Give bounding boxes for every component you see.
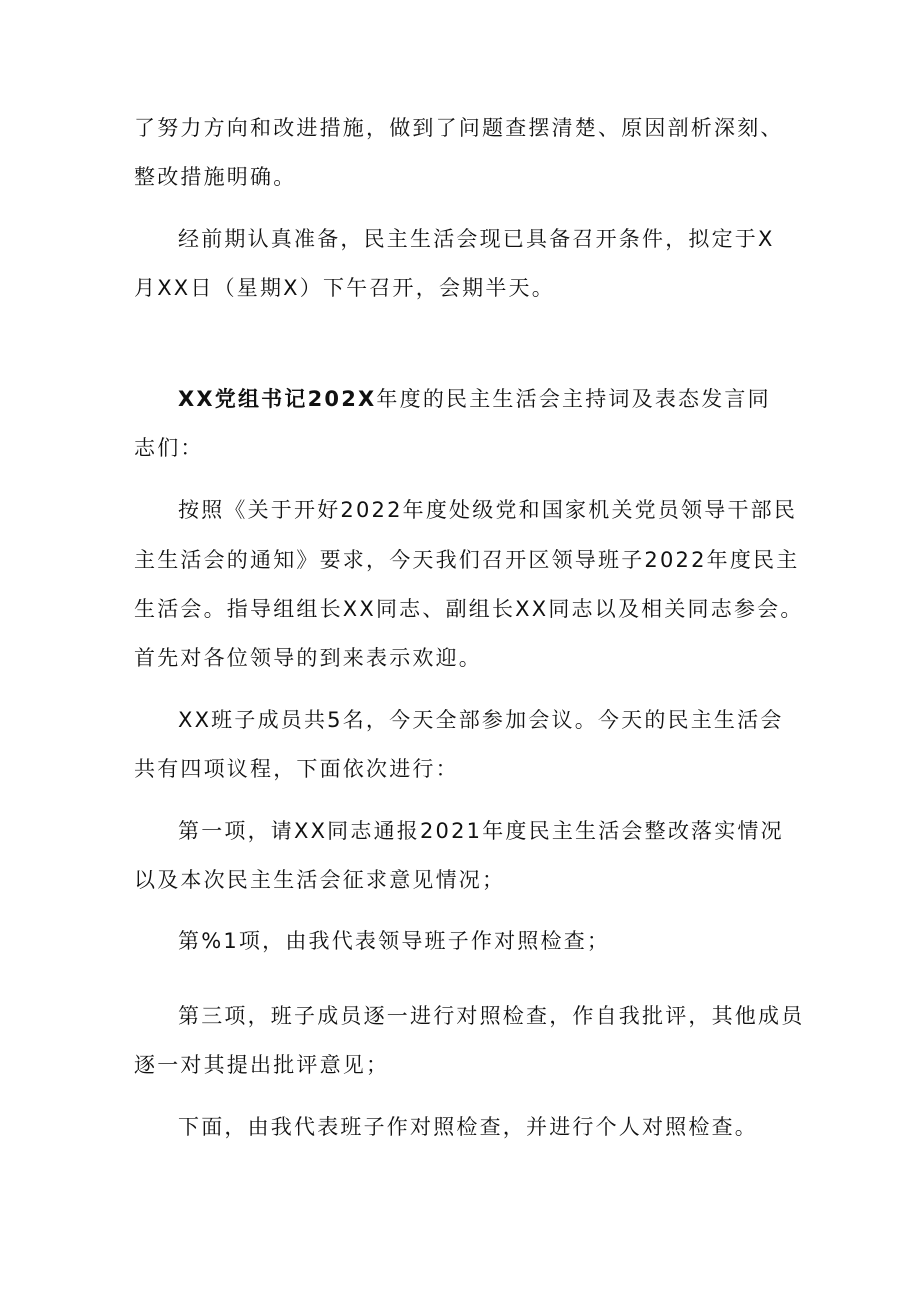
section-title-bold: XX党组书记202X: [178, 387, 377, 411]
salutation: 志们：: [134, 436, 204, 460]
paragraph-4-line-3: 生活会。指导组组长XX同志、副组长XX同志以及相关同志参会。: [134, 597, 804, 621]
paragraph-8-line-1: 第三项，班子成员逐一进行对照检查，作自我批评，其他成员: [178, 1004, 805, 1028]
paragraph-1-line-2: 整改措施明确。: [134, 165, 297, 189]
paragraph-4-line-4: 首先对各位领导的到来表示欢迎。: [134, 646, 482, 670]
paragraph-4-line-1: 按照《关于开好2022年度处级党和国家机关党员领导干部民: [178, 498, 798, 522]
paragraph-1-line-1: 了努力方向和改进措施，做到了问题查摆清楚、原因剖析深刻、: [134, 116, 784, 140]
paragraph-2-line-2: 月XX日（星期X）下午召开，会期半天。: [134, 276, 555, 300]
paragraph-8-line-2: 逐一对其提出批评意见；: [134, 1053, 390, 1077]
section-title-rest: 年度的民主生活会主持词及表态发言同: [376, 387, 771, 411]
paragraph-2-line-1: 经前期认真准备，民主生活会现已具备召开条件，拟定于X: [178, 227, 775, 251]
paragraph-6-line-2: 以及本次民主生活会征求意见情况；: [134, 868, 506, 892]
paragraph-5-line-2: 共有四项议程，下面依次进行：: [134, 757, 459, 781]
paragraph-7-line-1: 第%1项，由我代表领导班子作对照检查；: [178, 929, 611, 953]
section-title: [178, 384, 771, 414]
paragraph-4-line-2: 主生活会的通知》要求，今天我们召开区领导班子2022年度民主: [134, 548, 800, 572]
paragraph-6-line-1: 第一项，请XX同志通报2021年度民主生活会整改落实情况: [178, 819, 784, 843]
paragraph-9-line-1: 下面，由我代表班子作对照检查，并进行个人对照检查。: [178, 1115, 758, 1139]
paragraph-5-line-1: XX班子成员共5名，今天全部参加会议。今天的民主生活会: [178, 708, 784, 732]
